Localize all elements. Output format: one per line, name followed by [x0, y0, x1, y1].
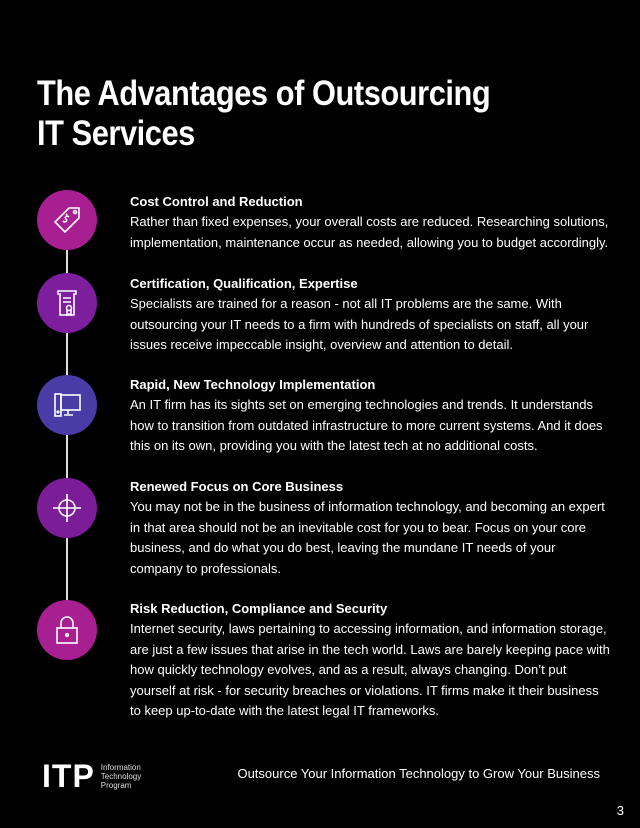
- item-body: You may not be in the business of information technology, and becoming an expert in that area should not be an inevitable cost for you to bear. Focus on your core business, and do what you do best, leaving the mundane IT needs of your company to professionals.: [130, 499, 605, 576]
- logo-line: Information: [100, 763, 141, 772]
- item-heading: Risk Reduction, Compliance and Security: [130, 601, 388, 616]
- itp-logo: [42, 758, 141, 795]
- logo-abbr: ITP: [42, 758, 95, 794]
- item-heading: Cost Control and Reduction: [130, 194, 303, 209]
- advantage-item: [130, 599, 612, 721]
- advantage-item: [130, 477, 610, 579]
- crosshair-icon: [37, 478, 97, 538]
- footer-tagline: Outsource Your Information Technology to Grow Your Business: [237, 766, 600, 781]
- advantage-item: [130, 274, 610, 356]
- item-body: Specialists are trained for a reason - not all IT problems are the same. With outsourcing your IT needs to a firm with hundreds of specialists on staff, all your issues receive impeccable insight, overview and attention to detail.: [130, 296, 589, 353]
- item-heading: Renewed Focus on Core Business: [130, 479, 344, 494]
- computer-icon: [37, 375, 97, 435]
- logo-text: [101, 763, 141, 790]
- logo-line: Technology: [100, 772, 142, 781]
- padlock-icon: [37, 600, 97, 660]
- logo-line: Program: [100, 781, 132, 790]
- page-title: [37, 74, 490, 154]
- title-line: The Advantages of Outsourcing: [37, 74, 491, 113]
- price-tag-icon: [37, 190, 97, 250]
- advantage-item: [130, 192, 610, 253]
- page-number: 3: [616, 803, 624, 818]
- item-body: Rather than fixed expenses, your overall costs are reduced. Researching solutions, implementation, maintenance occur as needed, allowing you to budget accordingly.: [130, 214, 609, 250]
- title-line: IT Services: [37, 114, 195, 153]
- advantage-item: [130, 375, 610, 457]
- item-heading: Rapid, New Technology Implementation: [130, 377, 376, 392]
- item-body: Internet security, laws pertaining to accessing information, and information storage, are just a few issues that arise in the tech world. Laws are barely keeping pace with how quickly technology evolves, and as a result, always changing. Don’t put yourself at risk - for security breaches or violations. IT firms make it their business to keep up-to-date with the latest legal IT frameworks.: [130, 621, 610, 719]
- certificate-icon: [37, 273, 97, 333]
- item-heading: Certification, Qualification, Expertise: [130, 276, 358, 291]
- item-body: An IT firm has its sights set on emerging technologies and trends. It understands how to transition from outdated infrastructure to more current systems. And it does this on its own, providing you with the latest tech at no additional costs.: [130, 397, 603, 454]
